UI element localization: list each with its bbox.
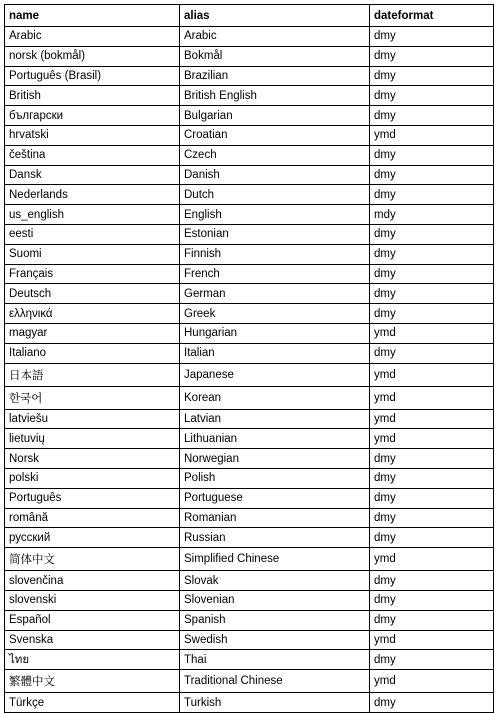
cell-name: Português (Brasil) (5, 66, 180, 86)
cell-dateformat: dmy (370, 284, 494, 304)
table-row (5, 244, 494, 264)
cell-dateformat: ymd (370, 323, 494, 343)
cell-dateformat: dmy (370, 27, 494, 47)
table-row (5, 106, 494, 126)
table-row (5, 264, 494, 284)
table-row (5, 528, 494, 548)
table-row (5, 468, 494, 488)
cell-name: български (5, 106, 180, 126)
cell-dateformat: dmy (370, 66, 494, 86)
cell-name: čeština (5, 145, 180, 165)
cell-name: 简体中文 (5, 548, 180, 571)
cell-dateformat: dmy (370, 86, 494, 106)
cell-dateformat: dmy (370, 165, 494, 185)
cell-alias: Arabic (180, 27, 370, 47)
table-row (5, 488, 494, 508)
table-row (5, 670, 494, 693)
language-table-container (4, 4, 494, 713)
cell-name: русский (5, 528, 180, 548)
cell-dateformat: ymd (370, 670, 494, 693)
cell-dateformat: dmy (370, 224, 494, 244)
cell-alias: German (180, 284, 370, 304)
table-row (5, 46, 494, 66)
cell-name: română (5, 508, 180, 528)
table-row (5, 650, 494, 670)
cell-name: British (5, 86, 180, 106)
cell-name: us_english (5, 205, 180, 225)
cell-dateformat: dmy (370, 449, 494, 469)
table-row (5, 508, 494, 528)
cell-dateformat: dmy (370, 343, 494, 363)
cell-alias: Dutch (180, 185, 370, 205)
cell-alias: Portuguese (180, 488, 370, 508)
header-dateformat: dateformat (370, 5, 494, 27)
cell-dateformat: dmy (370, 244, 494, 264)
table-row (5, 165, 494, 185)
cell-alias: Russian (180, 528, 370, 548)
cell-dateformat: dmy (370, 590, 494, 610)
table-row (5, 429, 494, 449)
table-row (5, 205, 494, 225)
table-row (5, 304, 494, 324)
cell-dateformat: ymd (370, 548, 494, 571)
cell-alias: British English (180, 86, 370, 106)
cell-name: slovenčina (5, 571, 180, 591)
cell-alias: Japanese (180, 363, 370, 386)
cell-dateformat: mdy (370, 205, 494, 225)
cell-dateformat: ymd (370, 125, 494, 145)
cell-dateformat: dmy (370, 468, 494, 488)
cell-alias: Traditional Chinese (180, 670, 370, 693)
cell-name: Português (5, 488, 180, 508)
cell-alias: Greek (180, 304, 370, 324)
cell-name: 繁體中文 (5, 670, 180, 693)
cell-name: 日本語 (5, 363, 180, 386)
cell-alias: Brazilian (180, 66, 370, 86)
cell-alias: French (180, 264, 370, 284)
table-row (5, 409, 494, 429)
cell-name: slovenski (5, 590, 180, 610)
cell-alias: Finnish (180, 244, 370, 264)
table-row (5, 343, 494, 363)
cell-name: Italiano (5, 343, 180, 363)
language-table (4, 4, 494, 713)
table-row (5, 571, 494, 591)
cell-alias: Thai (180, 650, 370, 670)
cell-alias: Latvian (180, 409, 370, 429)
cell-name: norsk (bokmål) (5, 46, 180, 66)
cell-name: Svenska (5, 630, 180, 650)
cell-name: eesti (5, 224, 180, 244)
cell-alias: Slovak (180, 571, 370, 591)
cell-alias: Korean (180, 386, 370, 409)
table-row (5, 548, 494, 571)
table-row (5, 386, 494, 409)
cell-dateformat: ymd (370, 409, 494, 429)
cell-dateformat: ymd (370, 429, 494, 449)
cell-dateformat: dmy (370, 185, 494, 205)
cell-dateformat: dmy (370, 571, 494, 591)
cell-name: 한국어 (5, 386, 180, 409)
cell-name: Arabic (5, 27, 180, 47)
cell-dateformat: ymd (370, 630, 494, 650)
table-row (5, 630, 494, 650)
table-row (5, 449, 494, 469)
cell-dateformat: dmy (370, 106, 494, 126)
cell-name: Español (5, 610, 180, 630)
table-row (5, 66, 494, 86)
cell-alias: Estonian (180, 224, 370, 244)
table-header-row (5, 5, 494, 27)
cell-name: lietuvių (5, 429, 180, 449)
cell-name: Türkçe (5, 693, 180, 713)
header-alias: alias (180, 5, 370, 27)
cell-dateformat: dmy (370, 693, 494, 713)
cell-dateformat: ymd (370, 363, 494, 386)
cell-alias: Lithuanian (180, 429, 370, 449)
cell-alias: Bokmål (180, 46, 370, 66)
cell-name: Deutsch (5, 284, 180, 304)
table-row (5, 363, 494, 386)
cell-name: Nederlands (5, 185, 180, 205)
table-row (5, 125, 494, 145)
cell-name: Français (5, 264, 180, 284)
cell-alias: Norwegian (180, 449, 370, 469)
cell-name: Norsk (5, 449, 180, 469)
cell-alias: Czech (180, 145, 370, 165)
cell-alias: English (180, 205, 370, 225)
table-row (5, 27, 494, 47)
cell-alias: Danish (180, 165, 370, 185)
cell-dateformat: dmy (370, 508, 494, 528)
cell-dateformat: dmy (370, 488, 494, 508)
cell-alias: Romanian (180, 508, 370, 528)
cell-name: magyar (5, 323, 180, 343)
cell-dateformat: dmy (370, 304, 494, 324)
table-row (5, 590, 494, 610)
cell-dateformat: ymd (370, 386, 494, 409)
table-row (5, 610, 494, 630)
cell-alias: Polish (180, 468, 370, 488)
table-row (5, 185, 494, 205)
cell-dateformat: dmy (370, 46, 494, 66)
table-row (5, 284, 494, 304)
table-row (5, 224, 494, 244)
cell-alias: Italian (180, 343, 370, 363)
table-body (5, 27, 494, 713)
cell-name: Dansk (5, 165, 180, 185)
cell-name: Suomi (5, 244, 180, 264)
cell-alias: Hungarian (180, 323, 370, 343)
cell-name: ไทย (5, 650, 180, 670)
table-row (5, 145, 494, 165)
cell-alias: Spanish (180, 610, 370, 630)
cell-name: ελληνικά (5, 304, 180, 324)
table-row (5, 86, 494, 106)
table-row (5, 693, 494, 713)
cell-alias: Croatian (180, 125, 370, 145)
cell-alias: Bulgarian (180, 106, 370, 126)
cell-name: polski (5, 468, 180, 488)
cell-dateformat: dmy (370, 610, 494, 630)
cell-alias: Simplified Chinese (180, 548, 370, 571)
header-name: name (5, 5, 180, 27)
cell-name: hrvatski (5, 125, 180, 145)
cell-dateformat: dmy (370, 650, 494, 670)
cell-dateformat: dmy (370, 528, 494, 548)
cell-alias: Slovenian (180, 590, 370, 610)
cell-alias: Turkish (180, 693, 370, 713)
cell-alias: Swedish (180, 630, 370, 650)
cell-name: latviešu (5, 409, 180, 429)
table-row (5, 323, 494, 343)
cell-dateformat: dmy (370, 264, 494, 284)
cell-dateformat: dmy (370, 145, 494, 165)
